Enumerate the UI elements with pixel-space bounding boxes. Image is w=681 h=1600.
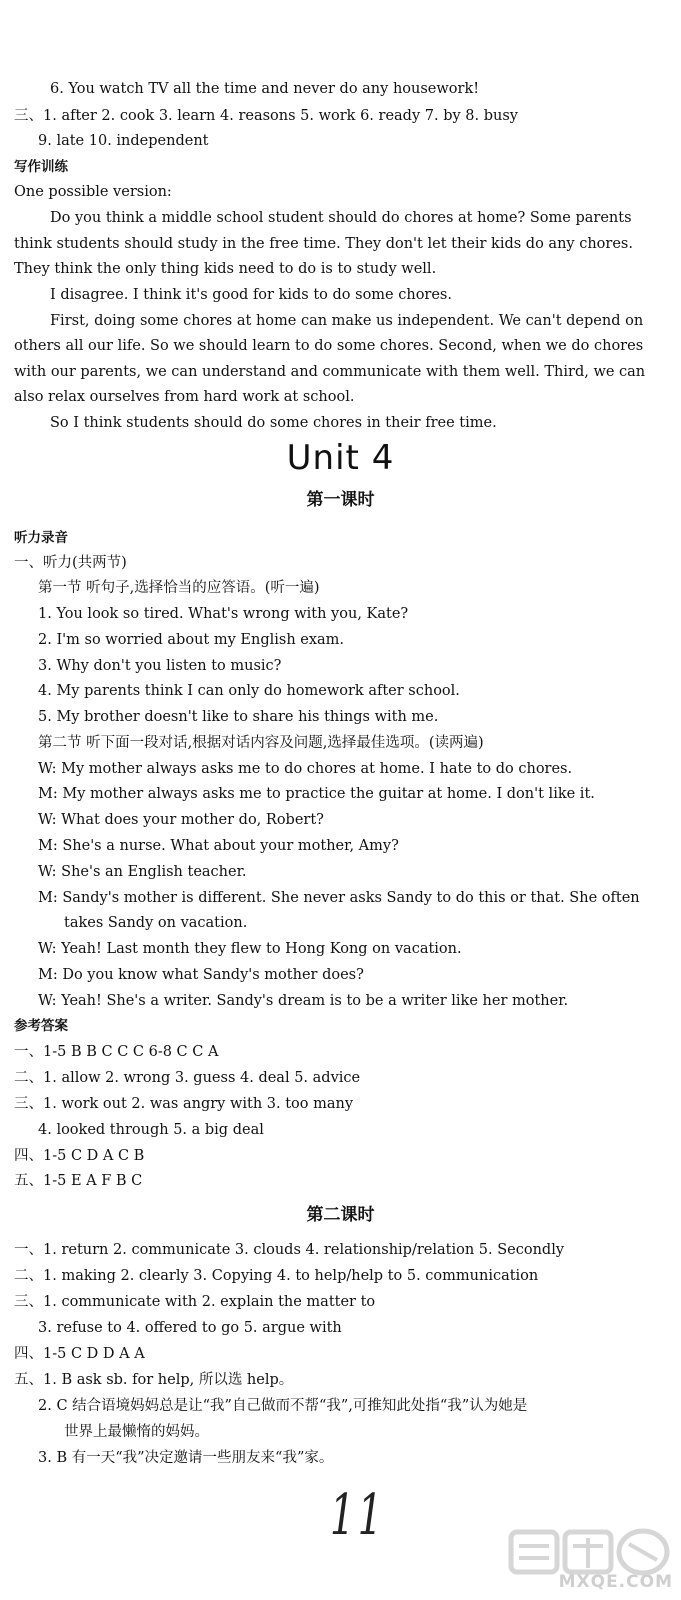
dialogue-line: takes Sandy on vacation. <box>64 915 248 931</box>
watermark-text: MXQE.COM <box>558 1572 673 1592</box>
answer-line: 2. C 结合语境妈妈总是让“我”自己做而不帮“我”,可推知此处指“我”认为她是 <box>38 1398 528 1414</box>
paragraph-line: Do you think a middle school student should do chores at home? Some parents <box>50 210 632 226</box>
answer-line: 4. looked through 5. a big deal <box>38 1122 264 1138</box>
unit-title: Unit 4 <box>286 438 395 478</box>
paragraph-line: think students should study in the free time. They don't let their kids do any chores. <box>14 236 633 252</box>
answer-line: 一、1-5 B B C C C 6-8 C C A <box>14 1044 219 1060</box>
paragraph-line: others all our life. So we should learn to do some chores. Second, when we do chores <box>14 338 644 354</box>
paragraph-line: also relax ourselves from hard work at school. <box>14 389 355 405</box>
paragraph-line: I disagree. I think it's good for kids to do some chores. <box>50 287 452 303</box>
answer-line: 一、1. return 2. communicate 3. clouds 4. relationship/relation 5. Secondly <box>14 1242 565 1258</box>
question-line: 第二节 听下面一段对话,根据对话内容及问题,选择最佳选项。(读两遍) <box>38 735 484 751</box>
dialogue-line: W: Yeah! She's a writer. Sandy's dream is to be a writer like her mother. <box>38 993 569 1009</box>
answer-line: 二、1. allow 2. wrong 3. guess 4. deal 5. advice <box>14 1070 361 1086</box>
paragraph-line: One possible version: <box>14 184 172 200</box>
answer-line: 四、1-5 C D D A A <box>14 1346 145 1362</box>
dialogue-line: M: My mother always asks me to practice the guitar at home. I don't like it. <box>38 786 595 802</box>
answer-line: 三、1. communicate with 2. explain the matter to <box>14 1294 376 1310</box>
answer-line: 二、1. making 2. clearly 3. Copying 4. to help/help to 5. communication <box>14 1268 539 1284</box>
answer-line: 五、1-5 E A F B C <box>14 1173 143 1189</box>
answer-line: 3. refuse to 4. offered to go 5. argue with <box>38 1320 342 1336</box>
question-line: 1. You look so tired. What's wrong with you, Kate? <box>38 606 409 622</box>
dialogue-line: W: What does your mother do, Robert? <box>38 812 324 828</box>
answer-line: 三、1. work out 2. was angry with 3. too many <box>14 1096 354 1112</box>
dialogue-line: M: Do you know what Sandy's mother does? <box>38 967 364 983</box>
question-line: 一、听力(共两节) <box>14 555 127 571</box>
dialogue-line: M: She's a nurse. What about your mother, Amy? <box>38 838 399 854</box>
dialogue-line: W: Yeah! Last month they flew to Hong Kong on vacation. <box>38 941 462 957</box>
question-line: 第一节 听句子,选择恰当的应答语。(听一遍) <box>38 580 320 596</box>
dialogue-line: W: My mother always asks me to do chores at home. I hate to do chores. <box>38 761 573 777</box>
paragraph-line: So I think students should do some chores in their free time. <box>50 415 497 431</box>
question-line: 5. My brother doesn't like to share his things with me. <box>38 709 439 725</box>
lesson-title: 第二课时 <box>306 1205 375 1225</box>
question-line: 3. Why don't you listen to music? <box>38 658 282 674</box>
answer-line: 五、1. B ask sb. for help, 所以选 help。 <box>14 1372 294 1388</box>
answer-line: 9. late 10. independent <box>38 133 209 149</box>
dialogue-line: M: Sandy's mother is different. She never asks Sandy to do this or that. She often <box>38 890 640 906</box>
page-number: 11 <box>329 1483 386 1548</box>
answer-line: 6. You watch TV all the time and never do any housework! <box>50 81 480 97</box>
paragraph-line: First, doing some chores at home can make us independent. We can't depend on <box>50 313 644 329</box>
paragraph-line: They think the only thing kids need to do is to study well. <box>14 261 437 277</box>
paragraph-line: with our parents, we can understand and communicate with them well. Third, we can <box>14 364 646 380</box>
question-line: 2. I'm so worried about my English exam. <box>38 632 345 648</box>
answer-line: 四、1-5 C D A C B <box>14 1148 145 1164</box>
answer-line: 三、1. after 2. cook 3. learn 4. reasons 5. work 6. ready 7. by 8. busy <box>14 108 518 124</box>
answer-line: 世界上最懒惰的妈妈。 <box>64 1424 209 1440</box>
section-heading: 参考答案 <box>14 1018 68 1034</box>
section-heading: 写作训练 <box>14 159 68 175</box>
dialogue-line: W: She's an English teacher. <box>38 864 247 880</box>
answer-line: 3. B 有一天“我”决定邀请一些朋友来“我”家。 <box>38 1450 334 1466</box>
lesson-title: 第一课时 <box>306 490 375 510</box>
question-line: 4. My parents think I can only do homework after school. <box>38 683 460 699</box>
section-heading: 听力录音 <box>14 530 68 546</box>
